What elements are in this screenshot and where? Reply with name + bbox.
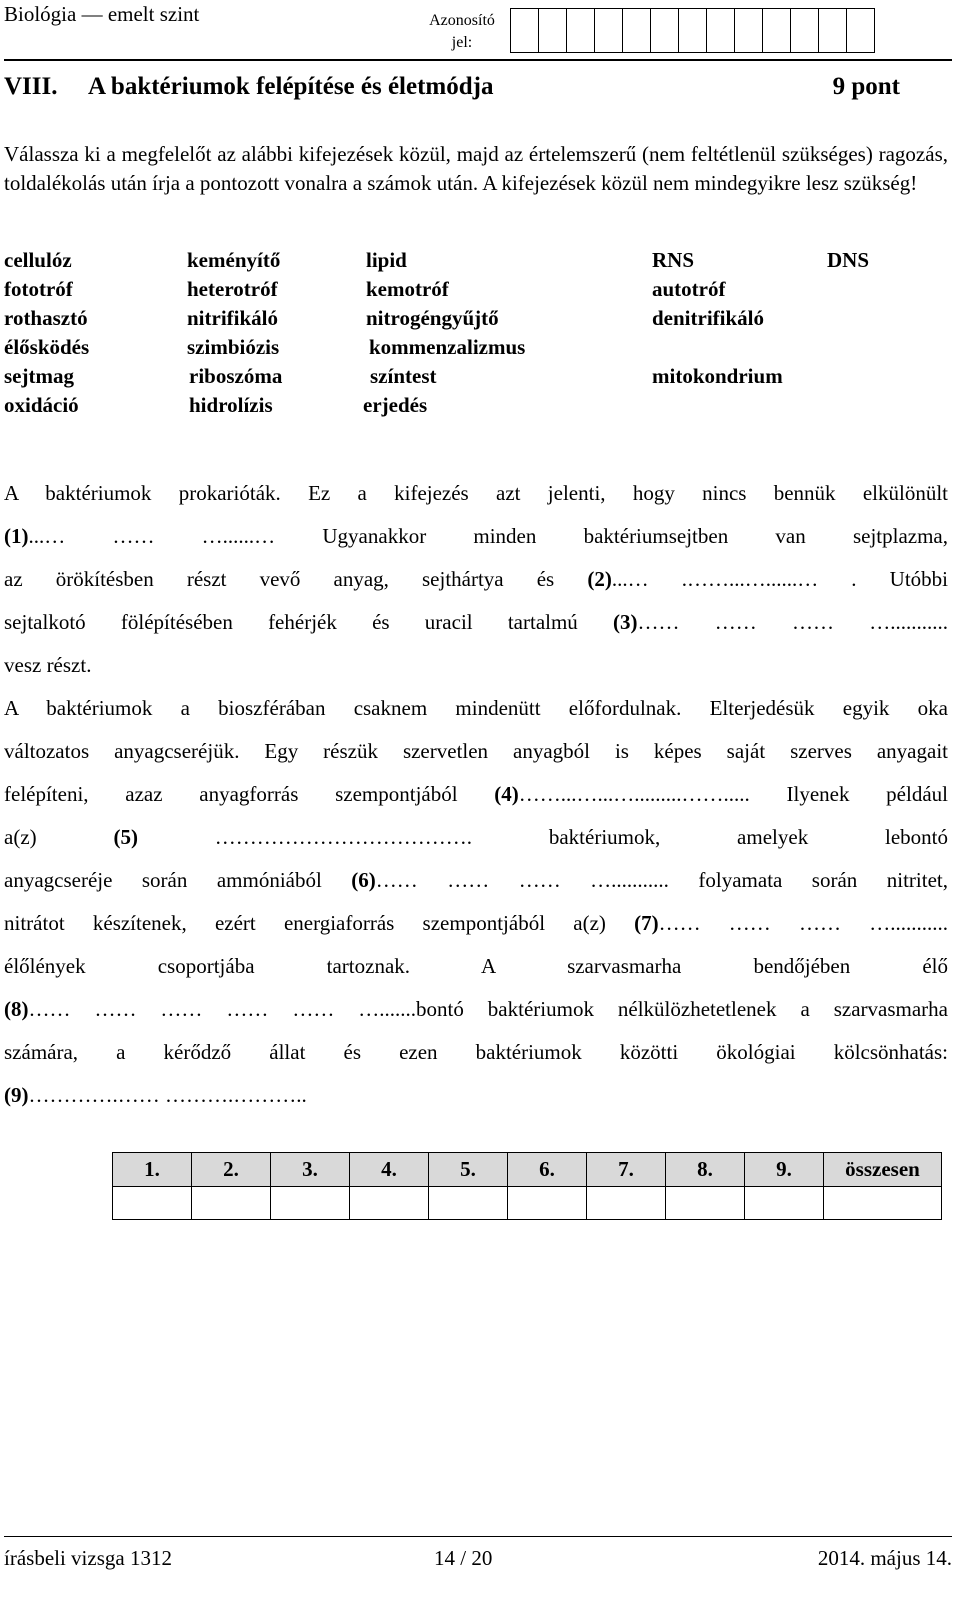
header-id-label: Azonosító jel: <box>429 12 495 51</box>
terms-grid <box>4 248 944 422</box>
score-col-label: 6. <box>508 1153 587 1187</box>
term: kommenzalizmus <box>369 335 526 359</box>
term: szimbiózis <box>187 335 280 359</box>
score-table-value-row <box>113 1187 942 1220</box>
passage-line <box>4 1031 948 1074</box>
score-cell[interactable] <box>192 1187 271 1220</box>
passage-text: vesz részt. <box>4 653 92 677</box>
section-title-text: A baktériumok felépítése és életmódja <box>88 73 494 100</box>
score-cell[interactable] <box>508 1187 587 1220</box>
id-box[interactable] <box>678 8 707 53</box>
score-col-label: 5. <box>429 1153 508 1187</box>
blank-4[interactable]: ……...…...….........……..... <box>518 782 750 806</box>
blank-2[interactable]: ...… .……...…......… . <box>611 567 857 591</box>
term: nitrogéngyűjtő <box>366 306 499 330</box>
passage-text: baktériumok, amelyek lebontó <box>472 825 948 849</box>
blank-5[interactable]: ………………………………. <box>137 825 473 849</box>
passage-text: élőlények csoportjába tartoznak. A szarvasmarha bendőjében élő <box>4 954 948 978</box>
passage-text: változatos anyagcseréjük. Egy részük szervetlen anyagból is képes saját szerves anyagait <box>4 739 948 763</box>
term-row <box>4 335 944 364</box>
section-number: VIII. <box>4 73 58 100</box>
passage-text: számára, a kérődző állat és ezen baktériumok közötti ökológiai kölcsönhatás: <box>4 1040 948 1064</box>
passage-line <box>4 773 948 816</box>
id-box[interactable] <box>734 8 763 53</box>
term: élősködés <box>4 335 90 359</box>
passage-text: Ilyenek például <box>749 782 948 806</box>
passage-text: felépíteni, azaz anyagforrás szempontjából <box>4 782 495 806</box>
passage-line <box>4 472 948 515</box>
term: hidrolízis <box>189 393 273 417</box>
passage-line <box>4 601 948 644</box>
term: oxidáció <box>4 393 79 417</box>
blank-7[interactable]: …… …… …… …........... <box>658 911 948 935</box>
blank-number-5: (5) <box>113 825 138 849</box>
blank-number-4: (4) <box>494 782 519 806</box>
passage-text: nitrátot készítenek, ezért energiaforrás szempontjából a(z) <box>4 911 635 935</box>
score-col-label: 8. <box>666 1153 745 1187</box>
score-col-label: 4. <box>350 1153 429 1187</box>
passage-text: A baktériumok prokarióták. Ez a kifejezés azt jelenti, hogy nincs bennük elkülönült <box>4 481 948 505</box>
passage-text: A baktériumok a bioszférában csaknem mindenütt előfordulnak. Elterjedésük egyik oka <box>4 696 948 720</box>
id-box[interactable] <box>762 8 791 53</box>
score-col-label: 2. <box>192 1153 271 1187</box>
passage-line <box>4 687 948 730</box>
blank-9[interactable]: ………….…… ……….……….. <box>28 1083 307 1107</box>
passage-text: a(z) <box>4 825 114 849</box>
id-box[interactable] <box>538 8 567 53</box>
score-col-label-total: összesen <box>824 1153 942 1187</box>
blank-number-9: (9) <box>4 1083 29 1107</box>
score-col-label: 3. <box>271 1153 350 1187</box>
term: heterotróf <box>187 277 278 301</box>
passage-text: anyagcseréje során ammóniából <box>4 868 352 892</box>
blank-number-1: (1) <box>4 524 29 548</box>
score-table-header-row <box>113 1153 942 1187</box>
term-row <box>4 393 944 422</box>
passage-line <box>4 902 948 945</box>
id-box[interactable] <box>846 8 875 53</box>
id-box[interactable] <box>622 8 651 53</box>
passage-line <box>4 558 948 601</box>
term: kemotróf <box>366 277 449 301</box>
passage-text: Ugyanakkor minden baktériumsejtben van sejtplazma, <box>275 524 948 548</box>
term: RNS <box>652 248 695 272</box>
score-cell[interactable] <box>350 1187 429 1220</box>
footer-rule <box>4 1536 952 1537</box>
term: fototróf <box>4 277 73 301</box>
blank-8[interactable]: …… …… …… …… …… …....... <box>28 997 417 1021</box>
term: rothasztó <box>4 306 88 330</box>
term: DNS <box>827 248 870 272</box>
score-table <box>112 1152 942 1220</box>
score-cell-total[interactable] <box>824 1187 942 1220</box>
passage-text: Utóbbi <box>856 567 949 591</box>
score-cell[interactable] <box>587 1187 666 1220</box>
blank-number-2: (2) <box>587 567 612 591</box>
term: denitrifikáló <box>652 306 765 330</box>
term-row <box>4 364 944 393</box>
passage-line <box>4 515 948 558</box>
section-title <box>4 73 900 101</box>
header-subject: Biológia — emelt szint <box>4 2 200 26</box>
term: színtest <box>370 364 437 388</box>
passage-line <box>4 1074 948 1117</box>
score-col-label: 1. <box>113 1153 192 1187</box>
page-header <box>4 0 952 60</box>
id-box[interactable] <box>790 8 819 53</box>
passage-line <box>4 730 948 773</box>
score-cell[interactable] <box>429 1187 508 1220</box>
header-rule <box>4 59 952 61</box>
passage-text: az örökítésben részt vevő anyag, sejthártya és <box>4 567 588 591</box>
term-row <box>4 277 944 306</box>
term: sejtmag <box>4 364 74 388</box>
blank-number-8: (8) <box>4 997 29 1021</box>
passage-line <box>4 816 948 859</box>
id-boxes <box>510 8 874 53</box>
term: nitrifikáló <box>187 306 279 330</box>
blank-number-3: (3) <box>613 610 638 634</box>
passage-line <box>4 988 948 1031</box>
passage-line <box>4 644 948 687</box>
passage-line <box>4 859 948 902</box>
id-box[interactable] <box>566 8 595 53</box>
term: autotróf <box>652 277 726 301</box>
blank-number-7: (7) <box>634 911 659 935</box>
id-box[interactable] <box>706 8 735 53</box>
blank-number-6: (6) <box>351 868 376 892</box>
passage-text: sejtalkotó fölépítésében fehérjék és uracil tartalmú <box>4 610 614 634</box>
score-cell[interactable] <box>745 1187 824 1220</box>
footer-exam-code: írásbeli vizsga 1312 <box>4 1546 172 1570</box>
passage-line <box>4 945 948 988</box>
section-points: 9 pont <box>832 73 900 100</box>
score-col-label: 7. <box>587 1153 666 1187</box>
score-cell[interactable] <box>271 1187 350 1220</box>
term: erjedés <box>363 393 428 417</box>
footer-page-number: 14 / 20 <box>434 1546 493 1570</box>
term: mitokondrium <box>652 364 783 388</box>
score-col-label: 9. <box>745 1153 824 1187</box>
term: cellulóz <box>4 248 72 272</box>
instructions: Válassza ki a megfelelőt az alábbi kifejezések közül, majd az értelemszerű (nem feltétlenül szükséges) ragozás, toldalékolás után írja a pontozott vonalra a számok után. A kifejezések közül nem mindegyikre lesz szükség! <box>4 142 948 195</box>
id-box[interactable] <box>650 8 679 53</box>
term-row <box>4 248 944 277</box>
blank-6[interactable]: …… …… …… …........... <box>375 868 669 892</box>
id-box[interactable] <box>510 8 539 53</box>
id-box[interactable] <box>818 8 847 53</box>
term-row <box>4 306 944 335</box>
score-cell[interactable] <box>113 1187 192 1220</box>
score-cell[interactable] <box>666 1187 745 1220</box>
term: keményítő <box>187 248 281 272</box>
passage-text: folyamata során nitritet, <box>668 868 948 892</box>
fill-in-passage <box>4 472 948 1117</box>
id-box[interactable] <box>594 8 623 53</box>
footer-date: 2014. május 14. <box>817 1546 952 1570</box>
term: lipid <box>366 248 407 272</box>
blank-3[interactable]: …… …… …… …........... <box>637 610 948 634</box>
blank-1[interactable]: ...… …… …......… <box>28 524 276 548</box>
term: riboszóma <box>189 364 283 388</box>
passage-text: bontó baktériumok nélkülözhetetlenek a szarvasmarha <box>416 997 948 1021</box>
